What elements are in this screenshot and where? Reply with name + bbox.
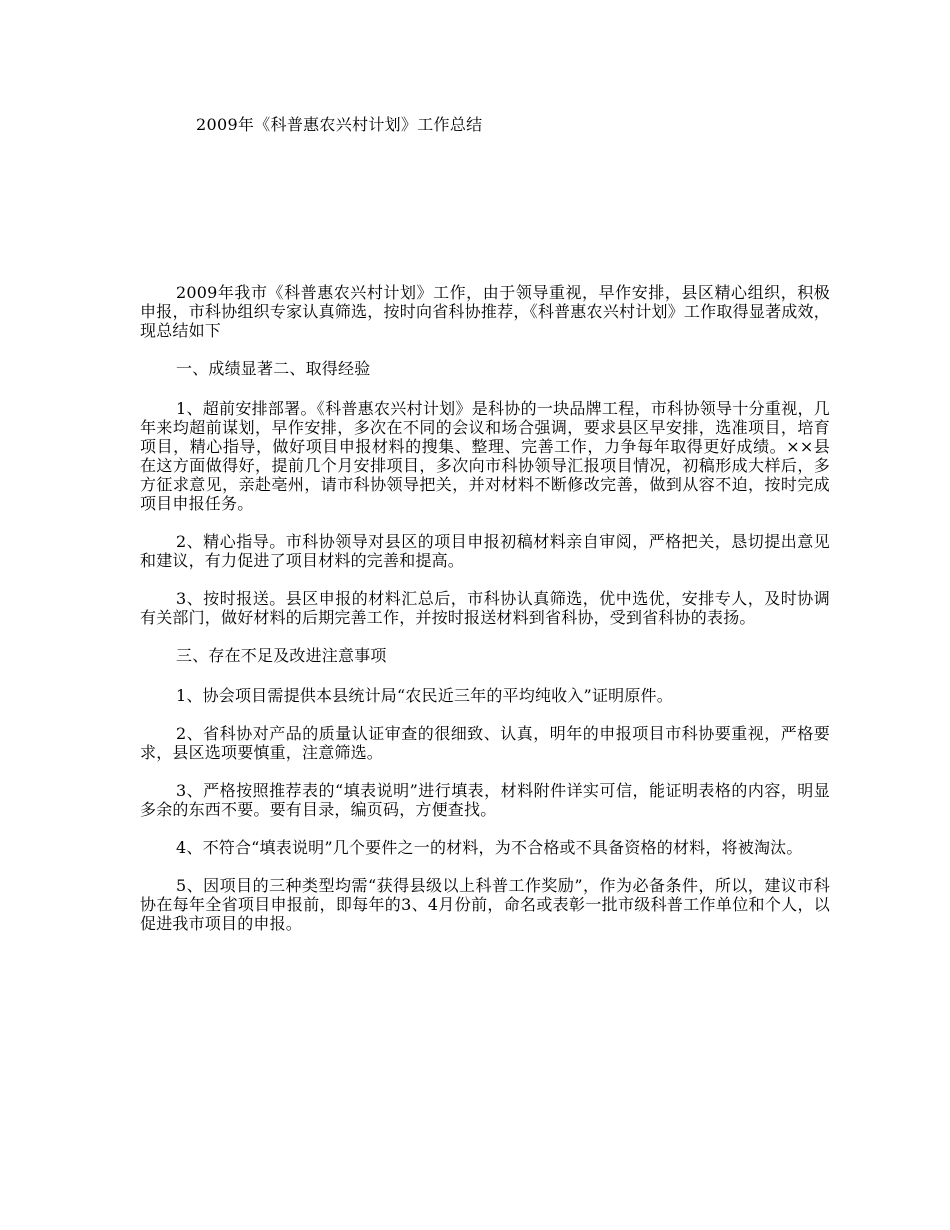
section-heading-shortcomings: 三、存在不足及改进注意事项 bbox=[176, 646, 387, 665]
document-title: 2009年《科普惠农兴村计划》工作总结 bbox=[196, 115, 483, 134]
document-body bbox=[140, 283, 830, 952]
notice-paragraph-2: 2、省科协对产品的质量认证审查的很细致、认真，明年的申报项目市科协要重视，严格要求，县区选项要慎重，注意筛选。 bbox=[140, 724, 830, 762]
notice-paragraph-5: 5、因项目的三种类型均需“获得县级以上科普工作奖励”，作为必备条件，所以，建议市科协在每年全省项目申报前，即每年的3、4月份前，命名或表彰一批市级科普工作单位和个人，以促进我市项目的申报。 bbox=[140, 876, 830, 933]
experience-paragraph-1: 1、超前安排部署。《科普惠农兴村计划》是科协的一块品牌工程，市科协领导十分重视，几年来均超前谋划，早作安排，多次在不同的会议和场合强调，要求县区早安排，选准项目，培育项目，精心指导，做好项目申报材料的搜集、整理、完善工作，力争每年取得更好成绩。××县在这方面做得好，提前几个月安排项目，多次向市科协领导汇报项目情况，初稿形成大样后，多方征求意见，亲赴亳州，请市科协领导把关，并对材料不断修改完善，做到从容不迫，按时完成项目申报任务。 bbox=[140, 399, 830, 513]
notice-paragraph-4: 4、不符合“填表说明”几个要件之一的材料，为不合格或不具备资格的材料，将被淘汰。 bbox=[176, 838, 803, 857]
intro-paragraph: 2009年我市《科普惠农兴村计划》工作，由于领导重视，早作安排，县区精心组织，积极申报，市科协组织专家认真筛选，按时向省科协推荐，《科普惠农兴村计划》工作取得显著成效，现总结如下 bbox=[140, 283, 830, 340]
section-heading-achievements: 一、成绩显著二、取得经验 bbox=[176, 359, 371, 378]
experience-paragraph-3: 3、按时报送。县区申报的材料汇总后，市科协认真筛选，优中选优，安排专人，及时协调有关部门，做好材料的后期完善工作，并按时报送材料到省科协，受到省科协的表扬。 bbox=[140, 589, 830, 627]
notice-paragraph-1: 1、协会项目需提供本县统计局“农民近三年的平均纯收入”证明原件。 bbox=[176, 686, 673, 705]
experience-paragraph-2: 2、精心指导。市科协领导对县区的项目申报初稿材料亲自审阅，严格把关，恳切提出意见和建议，有力促进了项目材料的完善和提高。 bbox=[140, 532, 830, 570]
notice-paragraph-3: 3、严格按照推荐表的“填表说明”进行填表，材料附件详实可信，能证明表格的内容，明显多余的东西不要。要有目录，编页码，方便查找。 bbox=[140, 781, 830, 819]
